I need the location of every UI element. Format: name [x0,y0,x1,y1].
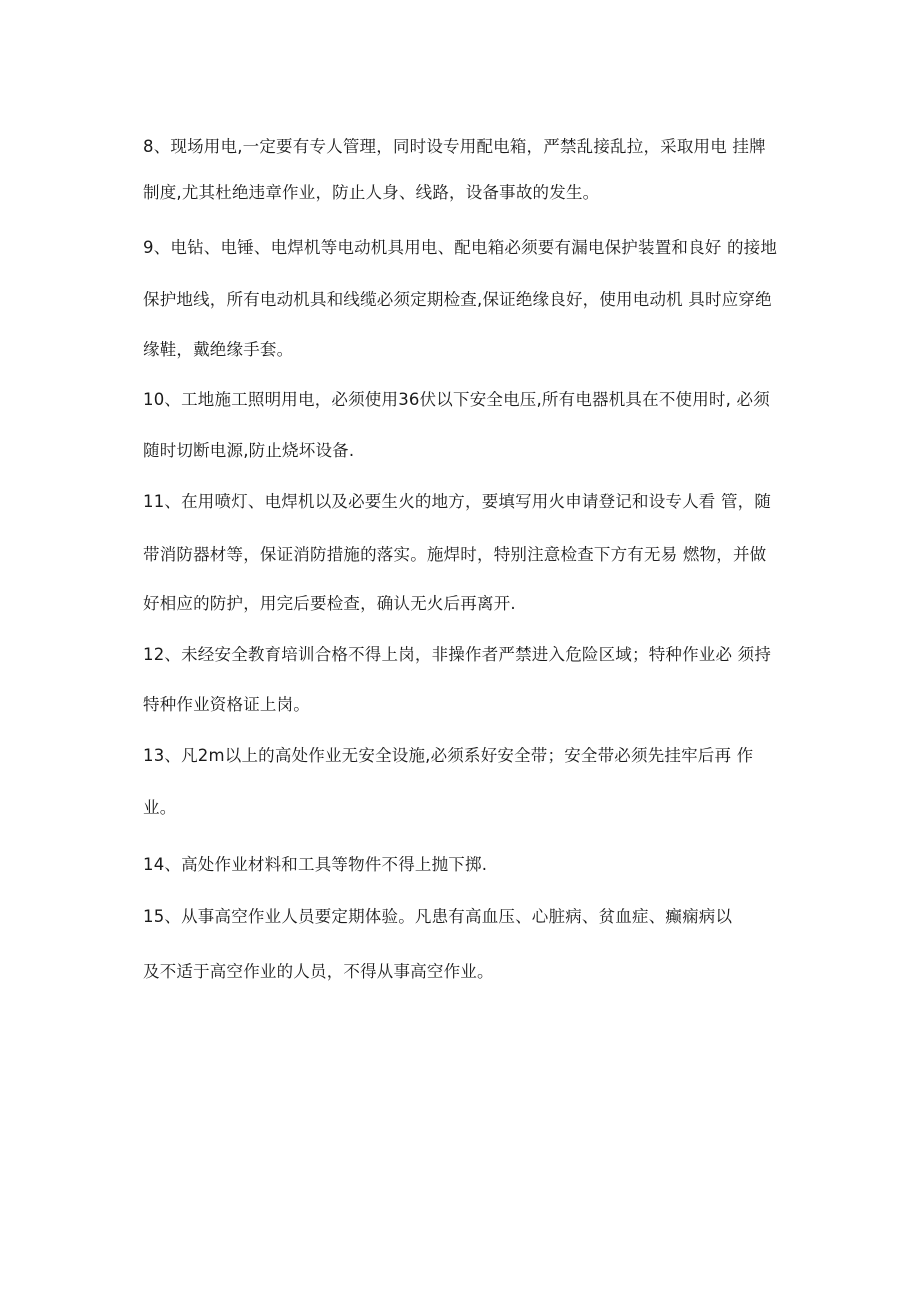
text-line: 及不适于高空作业的人员，不得从事高空作业。 [143,962,494,981]
text-line: 11、在用喷灯、电焊机以及必要生火的地方，要填写用火申请登记和设专人看 管，随 [143,492,772,511]
text-line: 好相应的防护，用完后要检查，确认无火后再离开. [143,594,516,613]
text-line: 制度,尤其杜绝违章作业，防止人身、线路，设备事故的发生。 [143,183,600,202]
text-line: 13、凡2m以上的高处作业无安全设施,必须系好安全带；安全带必须先挂牢后再 作 [143,746,754,765]
text-line: 业。 [143,798,177,817]
text-line: 保护地线，所有电动机具和线缆必须定期检查,保证绝缘良好，使用电动机 具时应穿绝 [143,290,772,309]
text-line: 带消防器材等，保证消防措施的落实。施焊时，特别注意检查下方有无易 燃物，并做 [143,545,767,564]
text-line: 特种作业资格证上岗。 [143,695,310,714]
text-line: 14、高处作业材料和工具等物件不得上抛下掷. [143,855,488,874]
text-line: 缘鞋，戴绝缘手套。 [143,340,294,359]
text-line: 10、工地施工照明用电，必须使用36伏以下安全电压,所有电器机具在不使用时, 必须 [143,390,770,409]
text-line: 12、未经安全教育培训合格不得上岗，非操作者严禁进入危险区域；特种作业必 须持 [143,645,772,664]
text-line: 9、电钻、电锤、电焊机等电动机具用电、配电箱必须要有漏电保护装置和良好 的接地 [143,238,778,257]
text-line: 15、从事高空作业人员要定期体验。凡患有高血压、心脏病、贫血症、癫痫病以 [143,907,733,926]
text-line: 随时切断电源,防止烧坏设备. [143,441,355,460]
text-line: 8、现场用电,一定要有专人管理，同时设专用配电箱，严禁乱接乱拉，采取用电 挂牌 [143,137,766,156]
